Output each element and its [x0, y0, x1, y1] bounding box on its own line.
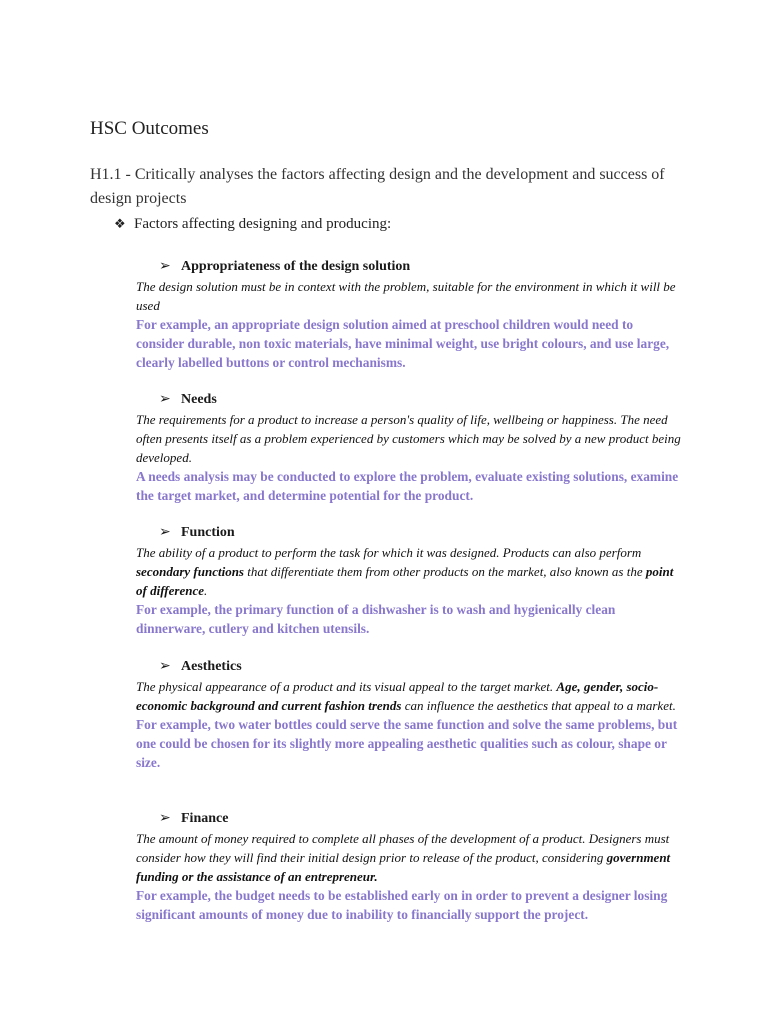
section-description: The requirements for a product to increase a person's quality of life, wellbeing or happiness. The need often presents itself as a problem experienced by customers which may be solved by a new product being developed. [136, 412, 681, 465]
desc-text: The ability of a product to perform the task for which it was designed. Products can also perform [136, 545, 642, 560]
factors-heading: Factors affecting designing and producing: [134, 216, 392, 232]
section-heading [159, 523, 681, 543]
desc-text: The amount of money required to complete all phases of the development of a product. Designers must consider how they will find their initial design prior to release of the product, considering [136, 831, 670, 865]
section-appropriateness [136, 257, 681, 372]
section-example: For example, two water bottles could serve the same function and solve the same problems, but one could be chosen for its slightly more appealing aesthetic qualities such as colour, shape or size. [136, 717, 678, 770]
section-heading [159, 657, 681, 677]
arrowhead-bullet-icon: ➢ [159, 392, 171, 407]
section-description [136, 829, 681, 886]
section-description [136, 543, 681, 600]
page-title: HSC Outcomes [90, 118, 209, 139]
desc-text: can influence the aesthetics that appeal to a market. [401, 698, 676, 713]
section-example: For example, the primary function of a dishwasher is to wash and hygienically clean dinnerware, cutlery and kitchen utensils. [136, 602, 616, 636]
section-description: The design solution must be in context with the problem, suitable for the environment in which it will be used [136, 279, 676, 313]
desc-bold-term: point of difference [136, 564, 674, 598]
section-title: Needs [181, 392, 217, 407]
desc-text: that differentiate them from other products on the market, also known as the [243, 564, 646, 579]
section-example: A needs analysis may be conducted to explore the problem, evaluate existing solutions, examine the target market, and determine potential for the product. [136, 469, 679, 503]
section-aesthetics [136, 657, 681, 772]
section-title: Finance [181, 811, 229, 826]
desc-bold-term: Age, gender, socio-economic background and current fashion trends [136, 679, 659, 713]
arrowhead-bullet-icon: ➢ [159, 659, 171, 674]
desc-text: . [203, 583, 208, 598]
section-example: For example, the budget needs to be established early on in order to prevent a designer losing significant amounts of money due to inability to financially support the project. [136, 888, 668, 922]
arrowhead-bullet-icon: ➢ [159, 525, 171, 540]
desc-bold-term: secondary functions [136, 564, 244, 579]
arrowhead-bullet-icon: ➢ [159, 811, 171, 826]
section-title: Function [181, 525, 235, 540]
section-function [136, 523, 681, 638]
section-heading [159, 809, 681, 829]
section-description [136, 677, 681, 715]
section-finance [136, 809, 681, 924]
section-title: Aesthetics [181, 659, 242, 674]
desc-bold-term: government funding or the assistance of an entrepreneur. [136, 850, 671, 884]
section-title: Appropriateness of the design solution [181, 259, 411, 274]
section-example: For example, an appropriate design solution aimed at preschool children would need to consider durable, non toxic materials, have minimal weight, use bright colours, and use large, clearly labelled buttons or control mechanisms. [136, 317, 670, 370]
section-heading [159, 390, 681, 410]
section-needs [136, 390, 681, 505]
section-heading [159, 257, 681, 277]
desc-text: The physical appearance of a product and its visual appeal to the target market. [136, 679, 557, 694]
diamond-bullet-icon: ❖ [114, 216, 126, 231]
arrowhead-bullet-icon: ➢ [159, 259, 171, 274]
outcome-statement: H1.1 - Critically analyses the factors affecting design and the development and success of design projects [90, 166, 665, 207]
factors-bullet [114, 216, 391, 233]
